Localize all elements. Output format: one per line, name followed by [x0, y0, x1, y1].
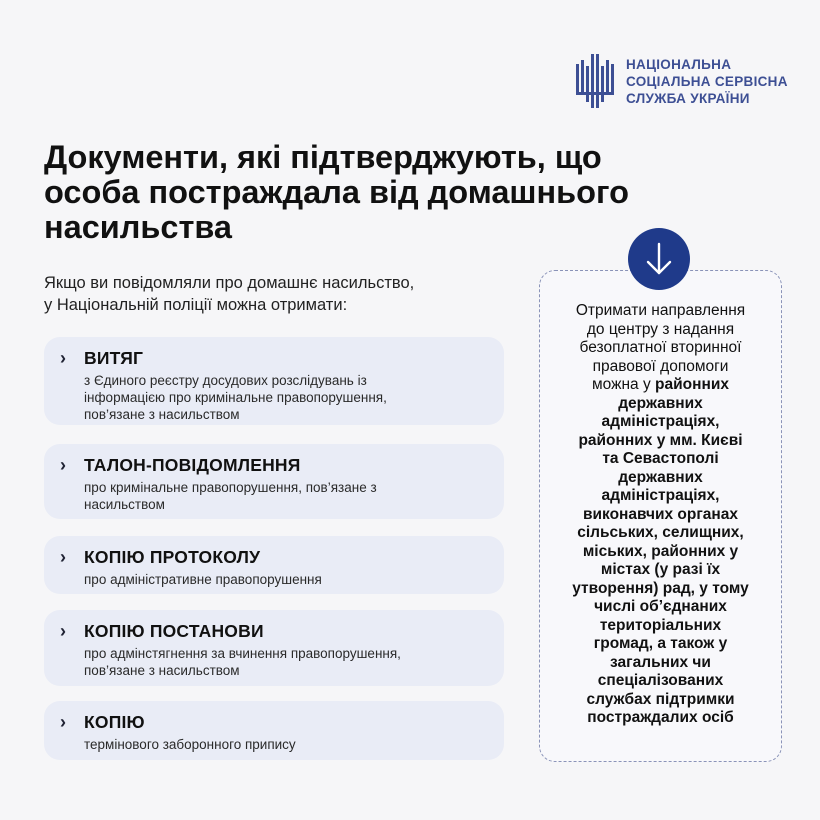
card-title: КОПІЮ ПОСТАНОВИ [84, 621, 264, 641]
card-title: ТАЛОН-ПОВІДОМЛЕННЯ [84, 455, 301, 475]
document-card-notification [44, 444, 504, 519]
logo-line: СЛУЖБА УКРАЇНИ [626, 90, 750, 106]
chevron-right-icon: › [60, 348, 66, 368]
chevron-right-icon: › [60, 712, 66, 732]
info-line: утворення) рад, у тому [572, 579, 749, 597]
info-line-mixed [540, 376, 781, 395]
intro-text [44, 272, 514, 316]
info-line: до центру з надання [586, 320, 735, 338]
info-line: правової допомоги [592, 357, 729, 375]
intro-line: у Національній поліції можна отримати: [44, 296, 348, 314]
info-line: адміністраціях, [601, 413, 720, 430]
document-card-protocol [44, 536, 504, 594]
card-title: КОПІЮ ПРОТОКОЛУ [84, 547, 261, 567]
title-line: Документи, які підтверджують, що [44, 139, 602, 175]
info-line: та Севастополі [602, 450, 719, 467]
info-line: міських, районних у [582, 542, 739, 560]
logo-line: НАЦІОНАЛЬНА [626, 56, 732, 72]
card-desc-line: інформацією про кримінальне правопорушення, [84, 390, 387, 405]
card-description [84, 645, 488, 679]
title-line: особа постраждала від домашнього [44, 174, 629, 210]
chevron-right-icon: › [60, 621, 66, 641]
card-description [84, 736, 488, 753]
arrow-down-icon [644, 241, 674, 277]
document-card-extract [44, 337, 504, 425]
card-description [84, 372, 488, 423]
info-line: виконавчих органах [582, 505, 739, 523]
info-line: громад, а також у [593, 635, 728, 652]
logo-text [626, 56, 788, 107]
card-desc-line: пов’язане з насильством [84, 407, 240, 422]
card-desc-line: з Єдиного реєстру досудових розслідувань із [84, 373, 367, 388]
card-description [84, 479, 488, 513]
info-line: спеціалізованих [597, 672, 724, 689]
info-line: постраждалих осіб [587, 709, 734, 726]
card-description [84, 571, 488, 588]
logo [574, 52, 788, 110]
logo-line: СОЦІАЛЬНА СЕРВІСНА [626, 73, 788, 89]
info-line: сільських, селищних, [577, 524, 744, 541]
info-line: Отримати направлення [575, 302, 746, 319]
title-line: насильства [44, 209, 233, 245]
info-line: адміністраціях, [601, 487, 720, 504]
card-desc-line: про адмінстягнення за вчинення правопорушення, [84, 646, 401, 661]
page-title [44, 140, 744, 245]
trident-logo-icon [574, 52, 616, 110]
info-line-bold-part: районних [655, 376, 729, 393]
card-desc-line: про кримінальне правопорушення, пов’язане з [84, 480, 377, 495]
info-line: безоплатної вторинної [579, 339, 742, 356]
card-title: КОПІЮ [84, 712, 145, 732]
card-desc-line: насильством [84, 497, 165, 512]
arrow-down-badge [628, 228, 690, 290]
info-line: містах (у разі їх [600, 561, 721, 578]
info-line-regular-part: можна у [592, 376, 656, 393]
intro-line: Якщо ви повідомляли про домашнє насильство, [44, 274, 415, 292]
info-line: загальних чи [610, 653, 711, 671]
info-line: державних [618, 394, 703, 412]
card-desc-line: пов’язане з насильством [84, 663, 240, 678]
document-card-copy [44, 701, 504, 760]
card-desc-line: про адміністративне правопорушення [84, 572, 322, 587]
info-line: державних [618, 468, 703, 486]
chevron-right-icon: › [60, 455, 66, 475]
info-line: територіальних [599, 616, 722, 634]
card-desc-line: термінового заборонного припису [84, 737, 296, 752]
info-line: службах підтримки [586, 690, 735, 708]
info-line: районних у мм. Києві [578, 431, 743, 449]
card-title: ВИТЯГ [84, 348, 144, 368]
document-card-resolution [44, 610, 504, 686]
info-line: числі об’єднаних [594, 598, 727, 615]
chevron-right-icon: › [60, 547, 66, 567]
info-box-text [540, 302, 781, 728]
